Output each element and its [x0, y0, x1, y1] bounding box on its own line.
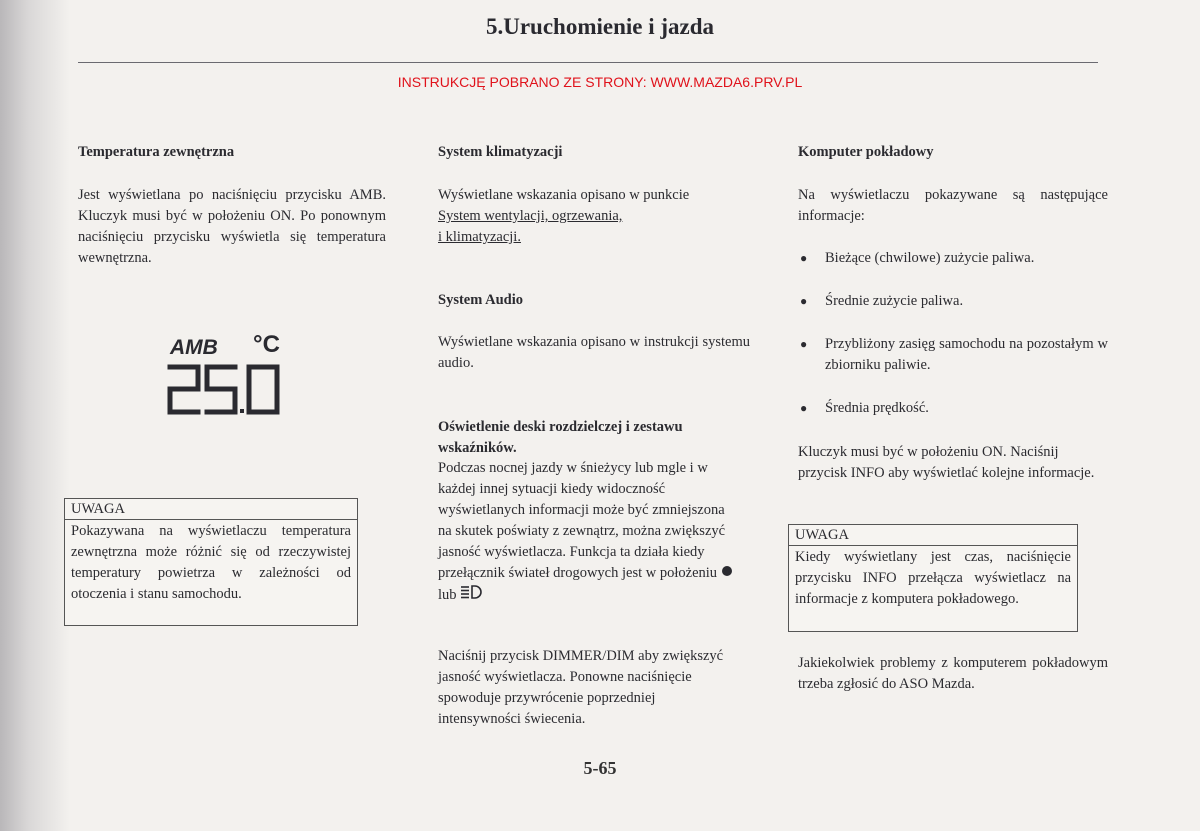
note-title: UWAGA — [789, 525, 1077, 546]
trip-computer-bullet-list — [798, 248, 1108, 428]
climate-reference-line2: i klimatyzacji. — [438, 229, 521, 245]
temperature-display-figure — [160, 330, 300, 430]
outside-temperature-text: Jest wyświetlana po naciśnięciu przycisku AMB. Kluczyk musi być w położeniu ON. Po ponownym naciśnięciu przycisku wyświetla się temperatura wewnętrzna. — [78, 187, 386, 266]
list-item: ● Średnie zużycie paliwa. — [800, 293, 964, 309]
section-heading-audio: System Audio — [438, 292, 524, 308]
page-number: 5-65 — [583, 758, 617, 778]
trip-computer-closing: Jakiekolwiek problemy z komputerem pokładowym trzeba zgłosić do ASO Mazda. — [798, 655, 1108, 692]
note-body: Kiedy wyświetlany jest czas, naciśnięcie przycisku INFO przełącza wyświetlacz na informacje z komputera pokładowego. — [795, 549, 1071, 607]
display-unit-label: °C — [253, 331, 280, 358]
headlight-icon — [460, 584, 484, 607]
list-item: ● Przybliżony zasięg samochodu na pozostałym w zbiorniku paliwie. — [800, 336, 1108, 373]
dash-lighting-text — [438, 458, 738, 607]
section-heading-outside-temperature: Temperatura zewnętrzna — [78, 144, 235, 160]
dimmer-text: Naciśnij przycisk DIMMER/DIM aby zwiększyć jasność wyświetlacza. Ponowne naciśnięcie spowoduje przywrócenie poprzedniej intensywności świecenia. — [438, 648, 724, 727]
trip-computer-key-text: Kluczyk musi być w położeniu ON. Naciśnij przycisk INFO aby wyświetlać kolejne informacje. — [798, 444, 1095, 481]
page-binding-shadow — [0, 0, 70, 831]
list-item: ● Bieżące (chwilowe) zużycie paliwa. — [800, 250, 1035, 266]
note-body: Pokazywana na wyświetlaczu temperatura zewnętrzna może różnić się od rzeczywistej temperatury powietrza w zależności od otoczenia i stanu samochodu. — [71, 523, 351, 602]
climate-text-prefix: Wyświetlane wskazania opisano w punkcie — [438, 187, 690, 203]
lcd-display-graphic — [160, 330, 300, 430]
page-title: 5.Uruchomienie i jazda — [485, 14, 715, 39]
list-item: ● Średnia prędkość. — [800, 400, 929, 416]
climate-text — [438, 185, 750, 248]
section-heading-trip-computer: Komputer pokładowy — [798, 144, 934, 160]
display-amb-label: AMB — [170, 336, 218, 359]
audio-text: Wyświetlane wskazania opisano w instrukcji systemu audio. — [438, 334, 750, 371]
header-divider — [78, 62, 1098, 63]
dash-lighting-body: Podczas nocnej jazdy w śnieżycy lub mgle i w każdej innej sytuacji kiedy widoczność wyświetlanych informacji może być zmniejszona na skutek poświaty z zewnątrz, można zwiększyć jasność wyświetlacza. Funkcja ta działa kiedy przełącznik świateł drogowych jest w położeniu — [438, 460, 726, 581]
parking-light-dot-icon — [721, 563, 733, 584]
section-heading-climate: System klimatyzacji — [438, 144, 563, 160]
warning-note-temperature — [64, 498, 358, 626]
trip-computer-intro: Na wyświetlaczu pokazywane są następujące informacje: — [798, 187, 1108, 224]
dash-lighting-or: lub — [438, 587, 457, 603]
climate-reference-line1: System wentylacji, ogrzewania, — [438, 208, 623, 224]
source-notice: INSTRUKCJĘ POBRANO ZE STRONY: WWW.MAZDA6.PRV.PL — [397, 74, 803, 90]
note-title: UWAGA — [65, 499, 357, 520]
seven-segment-digits — [170, 367, 277, 413]
warning-note-trip-computer — [788, 524, 1078, 632]
section-heading-dash-lighting: Oświetlenie deski rozdzielczej i zestawu wskaźników. — [438, 419, 683, 456]
